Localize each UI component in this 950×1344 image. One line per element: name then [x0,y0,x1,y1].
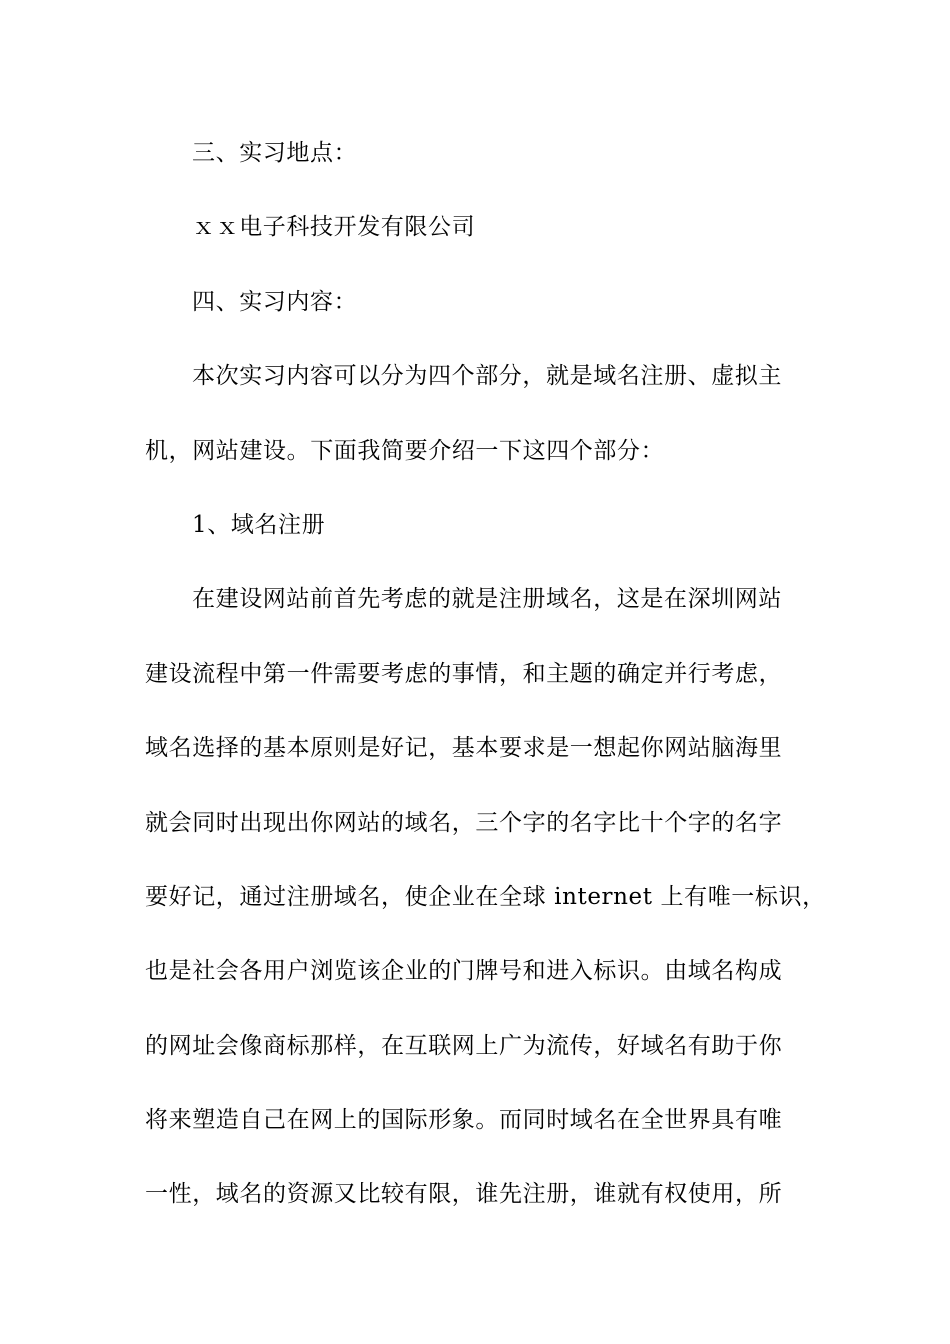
paragraph-line: 本次实习内容可以分为四个部分，就是域名注册、虚拟主 [192,363,782,390]
document-body [145,128,825,1244]
paragraph-line: 要好记，通过注册域名，使企业在全球 internet 上有唯一标识， [145,883,826,910]
paragraph-line: 的网址会像商标那样，在互联网上广为流传，好域名有助于你 [145,1032,783,1059]
company-name: ｘｘ电子科技开发有限公司 [192,214,476,241]
section-heading-location: 三、实习地点： [192,140,358,166]
paragraph-line: 建设流程中第一件需要考虑的事情，和主题的确定并行考虑， [145,660,783,687]
subsection-heading-domain-registration: 1、域名注册 [192,511,326,538]
paragraph-line: 一性，域名的资源又比较有限，谁先注册，谁就有权使用，所 [145,1181,783,1208]
section-heading-content: 四、实习内容： [192,288,358,315]
paragraph-line: 将来塑造自己在网上的国际形象。而同时域名在全世界具有唯 [145,1107,783,1134]
paragraph-line: 机，网站建设。下面我简要介绍一下这四个部分： [145,437,665,464]
paragraph-line: 就会同时出现出你网站的域名，三个字的名字比十个字的名字 [145,809,783,836]
paragraph-line: 域名选择的基本原则是好记，基本要求是一想起你网站脑海里 [145,735,783,762]
paragraph-line: 也是社会各用户浏览该企业的门牌号和进入标识。由域名构成 [145,958,783,985]
paragraph-line: 在建设网站前首先考虑的就是注册域名，这是在深圳网站 [192,586,782,613]
